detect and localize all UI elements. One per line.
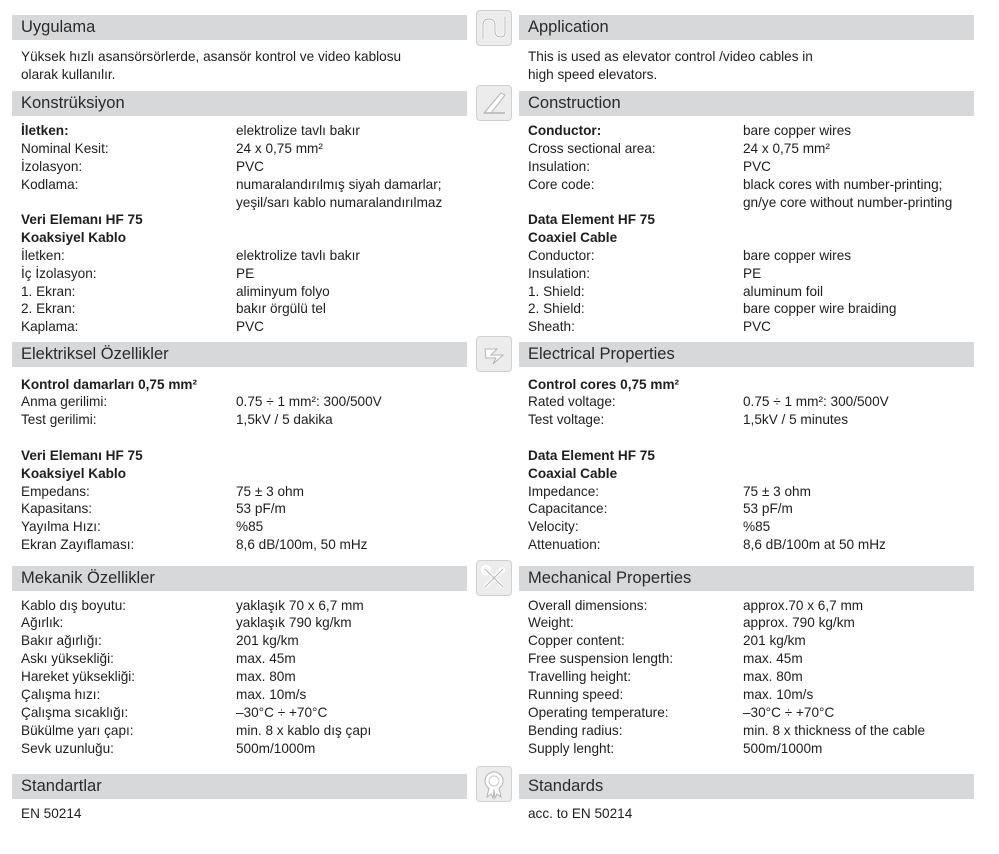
section-header-mechanical-tr: Mekanik Özellikler — [12, 566, 467, 591]
standards-text-en: acc. to EN 50214 — [528, 806, 633, 821]
spec-key: Travelling height: — [528, 669, 632, 684]
spec-subheading — [528, 447, 974, 465]
spec-value: max. 80m — [743, 669, 803, 684]
spec-value: 0.75 ÷ 1 mm²: 300/500V — [743, 394, 889, 409]
spec-value: max. 10m/s — [236, 687, 307, 702]
spec-value: aluminum foil — [743, 284, 824, 299]
spec-value: 24 x 0,75 mm² — [236, 141, 323, 156]
spec-key: Control cores 0,75 mm² — [528, 377, 680, 392]
spec-row — [528, 614, 974, 632]
spec-key: Coaxiel Cable — [528, 230, 618, 245]
spec-row — [21, 300, 467, 318]
spec-row — [21, 722, 467, 740]
spec-value: 500m/1000m — [236, 741, 316, 756]
spec-key: Test gerilimi: — [21, 412, 97, 427]
spec-key: Kontrol damarları 0,75 mm² — [21, 377, 198, 392]
spec-value: %85 — [743, 519, 771, 534]
spec-key: Sheath: — [528, 319, 575, 334]
spec-key: Kapasitans: — [21, 501, 93, 516]
spec-value: PE — [236, 266, 255, 281]
spec-key: 2. Ekran: — [21, 301, 76, 316]
spec-row — [21, 686, 467, 704]
spec-value: 75 ± 3 ohm — [236, 484, 304, 499]
application-text-en-line2: high speed elevators. — [528, 67, 658, 82]
application-text-en-line1: This is used as elevator control /video cables in — [528, 49, 813, 64]
spec-subheading — [21, 447, 467, 465]
spec-row — [21, 247, 467, 265]
spec-row — [528, 632, 974, 650]
spec-key: 1. Ekran: — [21, 284, 76, 299]
spec-key: Operating temperature: — [528, 705, 669, 720]
spec-subheading — [528, 376, 974, 394]
spec-row — [21, 122, 467, 140]
spec-row — [528, 483, 974, 501]
spec-row — [528, 122, 974, 140]
spec-row — [528, 722, 974, 740]
spec-value: elektrolize tavlı bakır — [236, 123, 360, 138]
spec-row — [21, 483, 467, 501]
spec-value: gn/ye core without number-printing — [743, 195, 953, 210]
spec-value: 500m/1000m — [743, 741, 823, 756]
spec-value: max. 80m — [236, 669, 296, 684]
spec-key: İzolasyon: — [21, 159, 83, 174]
spec-key: Rated voltage: — [528, 394, 616, 409]
spec-row — [528, 318, 974, 336]
spec-subheading — [528, 465, 974, 483]
mechanical-tools-icon — [476, 560, 512, 596]
spec-key: Conductor: — [528, 248, 595, 263]
spec-value: 1,5kV / 5 minutes — [743, 412, 849, 427]
section-header-construction-en: Construction — [519, 91, 974, 116]
spec-key: Attenuation: — [528, 537, 601, 552]
spec-row — [21, 194, 467, 212]
spec-key: Kablo dış boyutu: — [21, 598, 127, 613]
spec-row — [21, 704, 467, 722]
spec-row — [21, 614, 467, 632]
spec-key: Capacitance: — [528, 501, 608, 516]
spec-value: 8,6 dB/100m at 50 mHz — [743, 537, 886, 552]
spec-key: Sevk uzunluğu: — [21, 741, 114, 756]
spec-value: 201 kg/km — [743, 633, 806, 648]
spec-key: Koaksiyel Kablo — [21, 466, 127, 481]
spec-key: Koaksiyel Kablo — [21, 230, 127, 245]
spec-key: Anma gerilimi: — [21, 394, 108, 409]
spec-key: Kaplama: — [21, 319, 79, 334]
spec-row — [21, 536, 467, 554]
spec-key: İç İzolasyon: — [21, 266, 97, 281]
spec-row — [528, 300, 974, 318]
spec-key: İletken: — [21, 248, 65, 263]
spec-subheading — [21, 229, 467, 247]
spec-value: PVC — [236, 319, 264, 334]
section-header-construction-tr: Konstrüksiyon — [12, 91, 467, 116]
spec-row — [528, 536, 974, 554]
spec-value: yeşil/sarı kablo numaralandırılmaz — [236, 195, 443, 210]
spec-value: PVC — [743, 319, 771, 334]
spec-row — [528, 194, 974, 212]
spec-row — [528, 518, 974, 536]
spec-row — [21, 176, 467, 194]
spec-value: bare copper wires — [743, 248, 852, 263]
spec-value: black cores with number-printing; — [743, 177, 943, 192]
spec-key: Bakır ağırlığı: — [21, 633, 102, 648]
spec-value: –30°C ÷ +70°C — [743, 705, 835, 720]
electrical-icon — [476, 336, 512, 372]
spec-key: Yayılma Hızı: — [21, 519, 101, 534]
spec-key: Veri Elemanı HF 75 — [21, 448, 143, 463]
spec-key: Çalışma hızı: — [21, 687, 101, 702]
spec-key: Copper content: — [528, 633, 625, 648]
spec-key: 1. Shield: — [528, 284, 585, 299]
application-icon — [476, 10, 512, 46]
spec-row — [528, 140, 974, 158]
spec-value: 8,6 dB/100m, 50 mHz — [236, 537, 368, 552]
spec-row — [528, 650, 974, 668]
spec-value: bare copper wire braiding — [743, 301, 897, 316]
spec-key: Çalışma sıcaklığı: — [21, 705, 129, 720]
spec-key: Ağırlık: — [21, 615, 64, 630]
spec-row — [21, 668, 467, 686]
spec-value: 0.75 ÷ 1 mm²: 300/500V — [236, 394, 382, 409]
spec-value: 53 pF/m — [743, 501, 793, 516]
spec-row — [528, 668, 974, 686]
spec-row — [21, 411, 467, 429]
spec-value: max. 45m — [743, 651, 803, 666]
spec-key: Data Element HF 75 — [528, 212, 655, 227]
spec-subheading — [21, 465, 467, 483]
spec-value: approx. 790 kg/km — [743, 615, 855, 630]
spec-row — [528, 704, 974, 722]
spec-row — [528, 265, 974, 283]
spec-row — [21, 632, 467, 650]
spec-key: Conductor: — [528, 123, 602, 138]
spec-row — [528, 686, 974, 704]
spec-key: 2. Shield: — [528, 301, 585, 316]
spec-row — [21, 318, 467, 336]
spec-key: Insulation: — [528, 266, 590, 281]
spec-value: approx.70 x 6,7 mm — [743, 598, 864, 613]
section-header-application-en: Application — [519, 15, 974, 40]
spec-key: Bükülme yarı çapı: — [21, 723, 134, 738]
spec-subheading — [528, 211, 974, 229]
spec-row — [528, 283, 974, 301]
section-header-electrical-tr: Elektriksel Özellikler — [12, 342, 467, 367]
spec-subheading — [528, 229, 974, 247]
spec-value: max. 10m/s — [743, 687, 814, 702]
spec-value: 1,5kV / 5 dakika — [236, 412, 333, 427]
spec-key: Ekran Zayıflaması: — [21, 537, 135, 552]
construction-icon — [476, 85, 512, 121]
spec-row — [528, 740, 974, 758]
section-header-standards-en: Standards — [519, 774, 974, 799]
spec-key: Weight: — [528, 615, 574, 630]
spec-value: yaklaşık 70 x 6,7 mm — [236, 598, 364, 613]
spec-key: Veri Elemanı HF 75 — [21, 212, 143, 227]
spec-row — [21, 740, 467, 758]
standards-text-tr: EN 50214 — [21, 806, 82, 821]
spec-value: numaralandırılmış siyah damarlar; — [236, 177, 442, 192]
spec-row — [21, 650, 467, 668]
spec-row — [21, 597, 467, 615]
spec-key: Data Element HF 75 — [528, 448, 655, 463]
spec-row — [528, 158, 974, 176]
spec-key: Cross sectional area: — [528, 141, 656, 156]
spec-row — [21, 518, 467, 536]
spec-row — [21, 393, 467, 411]
spec-key: Insulation: — [528, 159, 590, 174]
spec-row — [21, 140, 467, 158]
spec-value: 24 x 0,75 mm² — [743, 141, 830, 156]
section-header-mechanical-en: Mechanical Properties — [519, 566, 974, 591]
spec-row — [528, 247, 974, 265]
spec-key: Nominal Kesit: — [21, 141, 109, 156]
spec-key: Supply lenght: — [528, 741, 615, 756]
spec-value: –30°C ÷ +70°C — [236, 705, 328, 720]
spec-key: Velocity: — [528, 519, 579, 534]
section-header-electrical-en: Electrical Properties — [519, 342, 974, 367]
spec-key: Impedance: — [528, 484, 600, 499]
spec-row — [528, 176, 974, 194]
spec-row — [21, 500, 467, 518]
spec-value: bare copper wires — [743, 123, 852, 138]
spec-value: 75 ± 3 ohm — [743, 484, 811, 499]
spec-value: PE — [743, 266, 762, 281]
spec-key: Core code: — [528, 177, 595, 192]
spec-subheading — [21, 376, 467, 394]
spec-value: elektrolize tavlı bakır — [236, 248, 360, 263]
spec-key: Hareket yüksekliği: — [21, 669, 136, 684]
spec-value: yaklaşık 790 kg/km — [236, 615, 352, 630]
spec-value: max. 45m — [236, 651, 296, 666]
spec-value: 53 pF/m — [236, 501, 286, 516]
spec-value: min. 8 x thickness of the cable — [743, 723, 926, 738]
spec-key: Test voltage: — [528, 412, 605, 427]
spec-value: min. 8 x kablo dış çapı — [236, 723, 372, 738]
spec-key: Askı yüksekliği: — [21, 651, 114, 666]
spec-value: PVC — [236, 159, 264, 174]
spec-key: Coaxial Cable — [528, 466, 618, 481]
spec-row — [528, 597, 974, 615]
section-header-application-tr: Uygulama — [12, 15, 467, 40]
spec-value: PVC — [743, 159, 771, 174]
spec-subheading — [21, 211, 467, 229]
spec-key: Empedans: — [21, 484, 90, 499]
spec-row — [528, 500, 974, 518]
spec-row — [21, 283, 467, 301]
application-text-tr-line2: olarak kullanılır. — [21, 67, 116, 82]
spec-value: aliminyum folyo — [236, 284, 330, 299]
spec-key: Free suspension length: — [528, 651, 674, 666]
spec-row — [528, 411, 974, 429]
spec-key: Bending radius: — [528, 723, 623, 738]
spec-row — [21, 265, 467, 283]
spec-row — [21, 158, 467, 176]
section-header-standards-tr: Standartlar — [12, 774, 467, 799]
spec-key: Running speed: — [528, 687, 624, 702]
spec-key: İletken: — [21, 123, 69, 138]
application-text-tr-line1: Yüksek hızlı asansörsörlerde, asansör kontrol ve video kablosu — [21, 49, 402, 64]
spec-row — [528, 393, 974, 411]
spec-key: Kodlama: — [21, 177, 79, 192]
standards-badge-icon — [476, 766, 512, 802]
spec-key: Overall dimensions: — [528, 598, 648, 613]
spec-value: 201 kg/km — [236, 633, 299, 648]
spec-value: bakır örgülü tel — [236, 301, 326, 316]
spec-value: %85 — [236, 519, 264, 534]
